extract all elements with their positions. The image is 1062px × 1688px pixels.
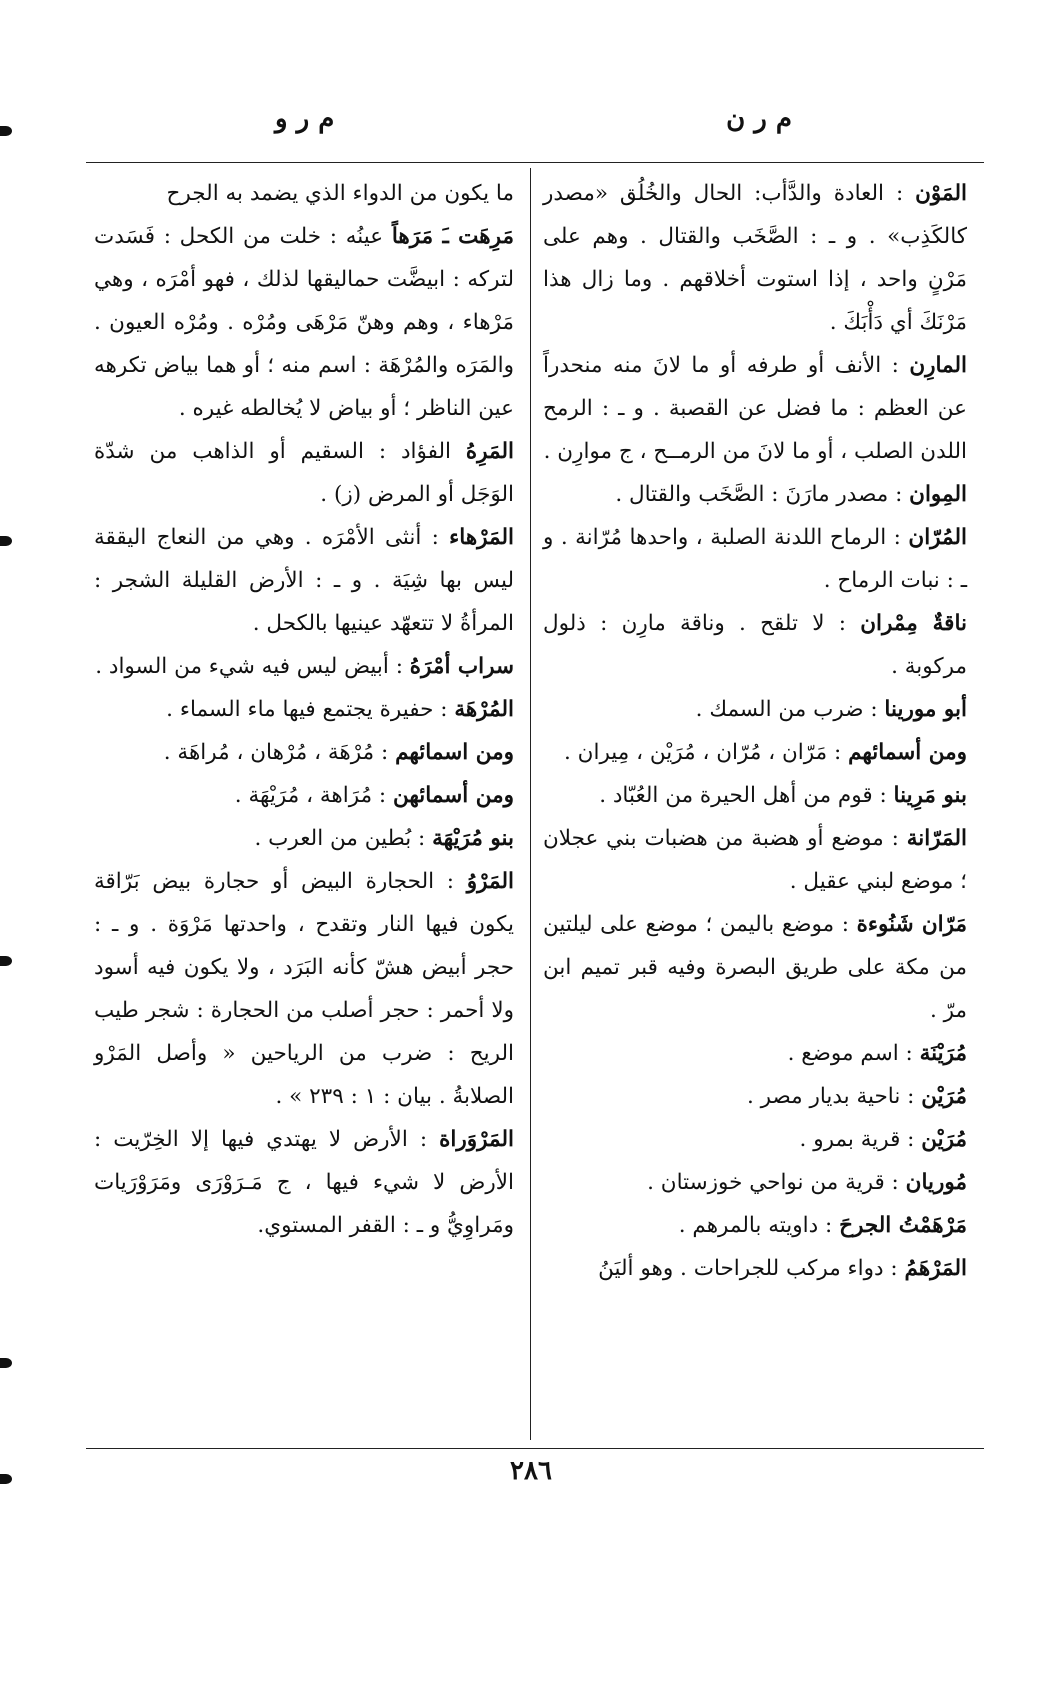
entry-headword: ومن أسمائهم bbox=[848, 740, 967, 765]
entry-headword: ومن اسمائهم bbox=[395, 740, 514, 765]
scan-edge-mark bbox=[0, 1474, 12, 1484]
entry-headword: بنو مُرَيْهَة bbox=[432, 826, 514, 851]
entry-definition: : موضع باليمن ؛ موضع على ليلتين من مكة على طريق البصرة وفيه قبر تميم ابن مرّ . bbox=[543, 912, 967, 1023]
entry-headword: مَرّان شَنُوءة bbox=[856, 912, 967, 937]
entry-definition: : مُرَاهة ، مُرَيْهَة . bbox=[234, 783, 387, 808]
entry-definition: : العادة والدَّأب: الحال والخُلُق «مصدر كالكَذِب» . و ـ : الصَّخَب والقتال . وهم على مَرْنٍ واحد ، إذا استوت أخلاقهم . وما زال هذا مَرْنَكَ أي دَأْبَكَ . bbox=[543, 181, 967, 335]
dictionary-entry bbox=[543, 602, 975, 688]
entry-headword: مَرْهَمْتُ الجرحَ bbox=[839, 1213, 967, 1238]
scan-edge-mark bbox=[0, 1358, 12, 1368]
dictionary-entry bbox=[94, 430, 522, 516]
entry-headword: المَرْوُ bbox=[466, 869, 514, 894]
entry-definition: : بُطين من العرب . bbox=[254, 826, 426, 851]
dictionary-entry bbox=[543, 1032, 975, 1075]
entry-headword: بنو مَرِينا bbox=[893, 783, 967, 808]
entry-definition: : ضرب من السمك . bbox=[695, 697, 878, 722]
dictionary-entry bbox=[94, 860, 522, 1118]
entry-headword: ومن أسمائهن bbox=[393, 783, 514, 808]
dictionary-entry bbox=[543, 688, 975, 731]
entry-definition: : الحجارة البيض أو حجارة بيض بَرّاقة يكون فيها النار وتقدح ، واحدتها مَرْوَة . و ـ : حجر أبيض هشّ كأنه البَرَد ، ولا يكون فيه أسود ولا أحمر : حجر أصلب من الحجارة : شجر طيب الريح : ضرب من الرياحين « وأصل المَرْو الصلابةُ . بيان : ١ : ٢٣٩ » . bbox=[94, 869, 514, 1109]
scan-edge-mark bbox=[0, 126, 12, 136]
dictionary-entry bbox=[94, 1118, 522, 1247]
dictionary-entry bbox=[543, 1161, 975, 1204]
entry-definition: : الأنف أو طرفه أو ما لانَ منه منحدراً عن العظم : ما فضل عن القصبة . و ـ : الرمح اللدن الصلب ، أو ما لانَ من الرمــح ، ج موارِن . bbox=[543, 353, 967, 464]
entry-headword: المَوْن bbox=[915, 181, 967, 206]
entry-definition: : مُرْهَة ، مُرْهان ، مُراهَة . bbox=[163, 740, 389, 765]
entry-headword: المارِن bbox=[909, 353, 967, 378]
entry-headword: مُرَيْن bbox=[921, 1084, 967, 1109]
entry-definition: : أنثى الأمْرَه . وهي من النعاج اليققة ليس بها شِيَة . و ـ : الأرض القليلة الشجر : المرأةُ لا تتعهّد عينيها بالكحل . bbox=[94, 525, 514, 636]
entry-definition: ما يكون من الدواء الذي يضمد به الجرح bbox=[166, 181, 514, 206]
dictionary-entry bbox=[543, 1204, 975, 1247]
entry-headword: ناقةٌ مِمْران bbox=[860, 611, 967, 636]
entry-definition: : ناحية بديار مصر . bbox=[746, 1084, 915, 1109]
dictionary-entry bbox=[543, 1247, 975, 1290]
left-column bbox=[94, 172, 522, 1247]
entry-definition: : الأرض لا يهتدي فيها إلا الخِرّيت : الأرض لا شيء فيها ، ج مَـرَوْرَى ومَرَوْرَيات ومَراوِيُّ و ـ : القفر المستوي. bbox=[94, 1127, 514, 1238]
dictionary-entry bbox=[543, 344, 975, 473]
dictionary-entry bbox=[543, 172, 975, 344]
dictionary-entry bbox=[94, 688, 522, 731]
scan-edge-mark bbox=[0, 536, 12, 546]
dictionary-entry bbox=[94, 731, 522, 774]
right-column bbox=[543, 172, 975, 1290]
entry-definition: : اسم موضع . bbox=[787, 1041, 913, 1066]
entry-definition: : مَرّان ، مُرّان ، مُرَيْن ، مِيران . bbox=[564, 740, 842, 765]
entry-headword: مَرِهَت ـَ مَرَهاً bbox=[391, 224, 514, 249]
entry-headword: المَرْهَمُ bbox=[904, 1256, 967, 1281]
dictionary-entry bbox=[94, 516, 522, 645]
scan-edge-mark bbox=[0, 956, 12, 966]
dictionary-entry bbox=[543, 903, 975, 1032]
entry-headword: المِوان bbox=[909, 482, 967, 507]
entry-headword: المُرْهَة bbox=[454, 697, 514, 722]
dictionary-entry bbox=[94, 774, 522, 817]
dictionary-entry bbox=[543, 1118, 975, 1161]
column-divider bbox=[530, 168, 531, 1440]
entry-headword: أبو مورينا bbox=[884, 697, 967, 722]
entry-definition: : قوم من أهل الحيرة من العُبّاد . bbox=[599, 783, 887, 808]
entry-headword: مُرَيْنَة bbox=[919, 1041, 967, 1066]
dictionary-entry bbox=[543, 817, 975, 903]
bottom-rule bbox=[86, 1448, 984, 1449]
dictionary-entry bbox=[94, 645, 522, 688]
entry-definition: : مصدر مارَنَ : الصَّخَب والقتال . bbox=[615, 482, 903, 507]
entry-definition: : لا تلقح . وناقة مارِن : ذلول مركوبة . bbox=[543, 611, 967, 679]
dictionary-entry bbox=[543, 731, 975, 774]
page-number: ٢٨٦ bbox=[510, 1456, 552, 1486]
entry-definition: : دواء مركب للجراحات . وهو أليَنُ bbox=[598, 1256, 898, 1281]
dictionary-entry bbox=[543, 1075, 975, 1118]
header-left-root: م ر و bbox=[275, 104, 335, 134]
entry-headword: المَرّانة bbox=[906, 826, 967, 851]
entry-headword: مُوريان bbox=[905, 1170, 967, 1195]
dictionary-entry bbox=[543, 774, 975, 817]
entry-definition: عينُه : خلت من الكحل : فَسَدت لتركه : ابيضَّت حماليقها لذلك ، فهو أمْرَه ، وهي مَرْهاء ، وهم وهنّ مَرْهَى ومُرْه . ومُرْه العيون . والمَرَه والمُرْهَة : اسم منه ؛ أو هما بياض تكرهه عين الناظر ؛ أو بياض لا يُخالطه غيره . bbox=[94, 224, 514, 421]
entry-headword: المَرِهُ bbox=[465, 439, 514, 464]
entry-definition: : الرماح اللدنة الصلبة ، واحدها مُرّانة . و ـ : نبات الرماح . bbox=[543, 525, 967, 593]
dictionary-entry bbox=[543, 516, 975, 602]
entry-definition: : أبيض ليس فيه شيء من السواد . bbox=[95, 654, 403, 679]
entry-definition: : قرية بمرو . bbox=[799, 1127, 915, 1152]
entry-headword: المَرْوَراة bbox=[439, 1127, 514, 1152]
header-right-root: م ر ن bbox=[726, 104, 792, 134]
entry-headword: المَرْهاء bbox=[449, 525, 514, 550]
dictionary-entry bbox=[94, 215, 522, 430]
dictionary-entry bbox=[94, 172, 522, 215]
entry-headword: المُرّان bbox=[908, 525, 967, 550]
entry-headword: سراب أمْرَهُ bbox=[409, 654, 514, 679]
entry-definition: : قرية من نواحي خوزستان . bbox=[647, 1170, 899, 1195]
top-rule bbox=[86, 162, 984, 163]
entry-definition: : موضع أو هضبة من هضبات بني عجلان ؛ موضع لبني عقيل . bbox=[543, 826, 967, 894]
dictionary-entry bbox=[94, 817, 522, 860]
dictionary-entry bbox=[543, 473, 975, 516]
entry-definition: : داويته بالمرهم . bbox=[678, 1213, 833, 1238]
entry-headword: مُرَيْن bbox=[921, 1127, 967, 1152]
entry-definition: الفؤاد : السقيم أو الذاهب من شدّة الوَجَل أو المرض (ز) . bbox=[94, 439, 514, 507]
entry-definition: : حفيرة يجتمع فيها ماء السماء . bbox=[166, 697, 448, 722]
